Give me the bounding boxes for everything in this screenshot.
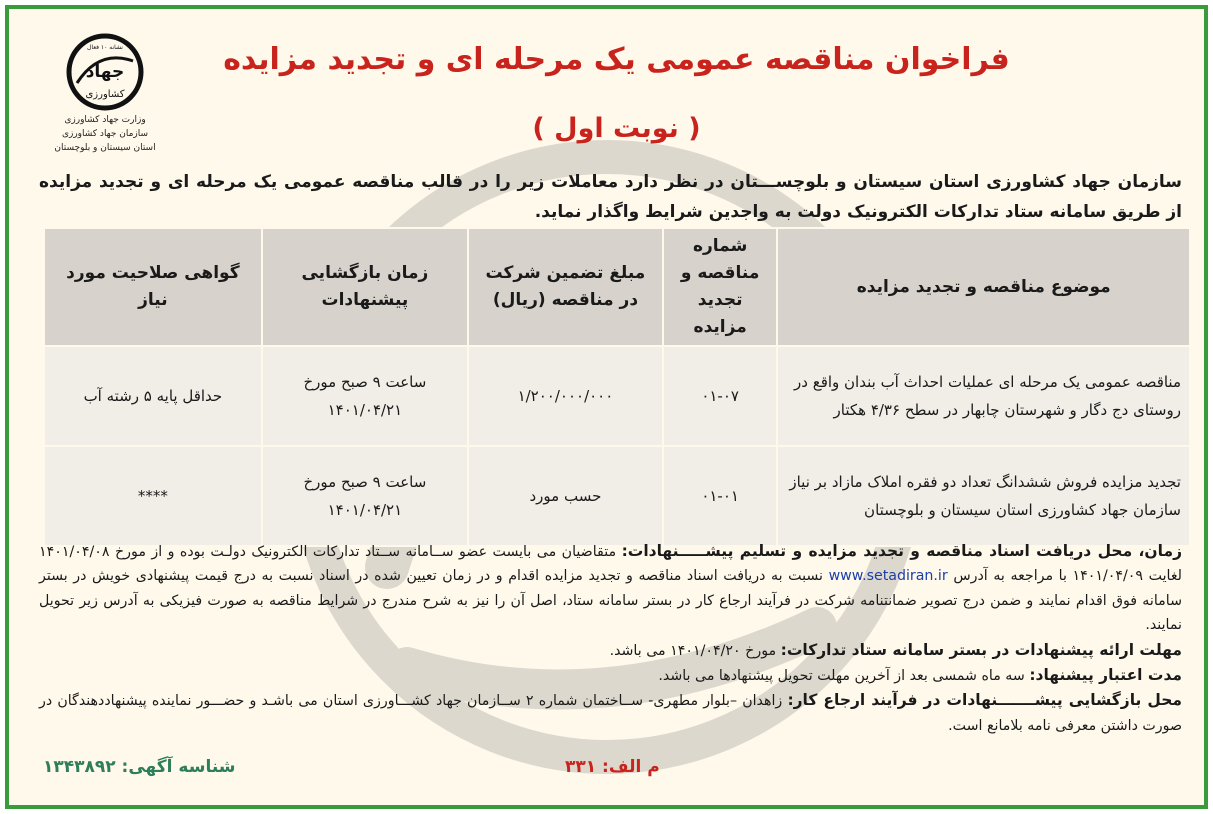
opening-place-heading: محل بازگشایی پیشـــــــنهادات در فرآیند ارجاع کار: [787,691,1183,710]
details-section [39,539,1182,738]
row-certificate: **** [44,446,262,546]
validity-heading: مدت اعتبار پیشنهاد: [1029,666,1182,685]
docs-text-a: متقاضیان می بایست عضو ســامانه ســتاد تدارکات الکترونیک دولـت بوده و از مورخ ۱۴۰۱/۰۴/۰۸ لغایت ۱۴۰۱/۰۴/۰۹ با مراجعه به آدرس [39,544,1183,585]
opening-place-paragraph [39,688,1182,738]
opening-date: ۱۴۰۱/۰۴/۲۱ [327,401,403,419]
table-row [44,446,1190,546]
opening-time-label: ساعت ۹ صبح مورخ [303,373,427,391]
tenders-table [43,227,1191,547]
docs-text-b: نسبت به دریافت اسناد مناقصه و تجدید مزایده اقدام و در زمان تعیین شده در اسناد نسبت به درج قیمت پیشنهادی خویش در بستر سامانه فوق اقدام نمایند و ضمن درج تصویر ضمانتنامه شرکت در فرآیند ارجاع کار در بستر سامانه ستاد، اصل آن را نیز به شرح مندرج در شرایط مناقصه به صورت فیزیکی به آدرس زیر تحویل نمایند. [39,568,1182,634]
table-header-row [44,228,1190,346]
publication-code: م الف: ۳۳۱ [565,757,660,777]
logo-line-3: استان سیستان و بلوچستان [54,143,156,153]
deadline-heading: مهلت ارائه پیشنهادات در بستر سامانه ستاد تدارکات: [780,640,1182,659]
notice-content [17,17,1196,797]
deadline-paragraph [39,638,1182,663]
header-number: شماره مناقصه و تجدید مزایده [663,228,778,346]
validity-paragraph [39,663,1182,688]
logo-line-2: سازمان جهاد کشاورزی [61,129,149,139]
table-row [44,346,1190,446]
row-number: ۰۱-۰۷ [663,346,778,446]
logo-ring-text: نشانه ۱۰ فعال [87,44,123,51]
logo-emblem-icon [59,31,151,113]
logo-sub-text: کشاورزی [85,89,125,100]
header-subject: موضوع مناقصه و تجدید مزایده [777,228,1190,346]
notice-title: فراخوان مناقصه عمومی یک مرحله ای و تجدید مزایده [223,42,1010,77]
logo-line-1: وزارت جهاد کشاورزی [64,115,146,125]
docs-heading: زمان، محل دریافت اسناد مناقصه و تجدید مزایده و تسلیم پیشـــــنهادات: [621,542,1182,560]
notice-subtitle: ( نوبت اول ) [532,113,701,144]
notice-frame [5,5,1208,809]
row-subject: مناقصه عمومی یک مرحله ای عملیات احداث آب بندان واقع در روستای دج دگار و شهرستان چابهار در سطح ۴/۳۶ هکتار [777,346,1190,446]
deadline-text: مورخ ۱۴۰۱/۰۴/۲۰ می باشد. [609,642,777,659]
opening-place-text: زاهدان –بلوار مطهری- ســاختمان شماره ۲ ســازمان جهاد کشـــاورزی استان می باشـد و حضـــور نماینده پیشنهاددهندگان در صورت داشتن معرفی نامه بلامانع است. [39,693,1182,734]
row-opening-time [262,346,468,446]
setadiran-link[interactable]: www.setadiran.ir [828,568,948,585]
opening-time-label: ساعت ۹ صبح مورخ [303,473,427,491]
row-certificate: حداقل پایه ۵ رشته آب [44,346,262,446]
header-guarantee: مبلغ تضمین شرکت در مناقصه (ریال) [468,228,663,346]
row-number: ۰۱-۰۱ [663,446,778,546]
opening-date: ۱۴۰۱/۰۴/۲۱ [327,501,403,519]
row-opening-time [262,446,468,546]
logo-main-text: جهاد [85,62,125,82]
ad-id: شناسه آگهی: ۱۳۴۳۸۹۲ [43,757,236,777]
validity-text: سه ماه شمسی بعد از آخرین مهلت تحویل پیشنهادها می باشد. [658,668,1025,685]
intro-paragraph: سازمان جهاد کشاورزی استان سیستان و بلوچســـتان در نظر دارد معاملات زیر را در قالب مناقصه عمومی یک مرحله ای و تجدید مزایده از طریق سامانه ستاد تدارکات الکترونیک دولت به واجدین شرایط واگذار نماید. [39,172,1182,222]
row-guarantee: ۱/۲۰۰/۰۰۰/۰۰۰ [468,346,663,446]
row-subject: تجدید مزایده فروش ششدانگ تعداد دو فقره املاک مازاد بر نیاز سازمان جهاد کشاورزی استان سیستان و بلوچستان [777,446,1190,546]
ministry-logo [45,31,165,157]
header-opening-time: زمان بازگشایی پیشنهادات [262,228,468,346]
header-certificate: گواهی صلاحیت مورد نیاز [44,228,262,346]
docs-paragraph [39,539,1182,638]
row-guarantee: حسب مورد [468,446,663,546]
